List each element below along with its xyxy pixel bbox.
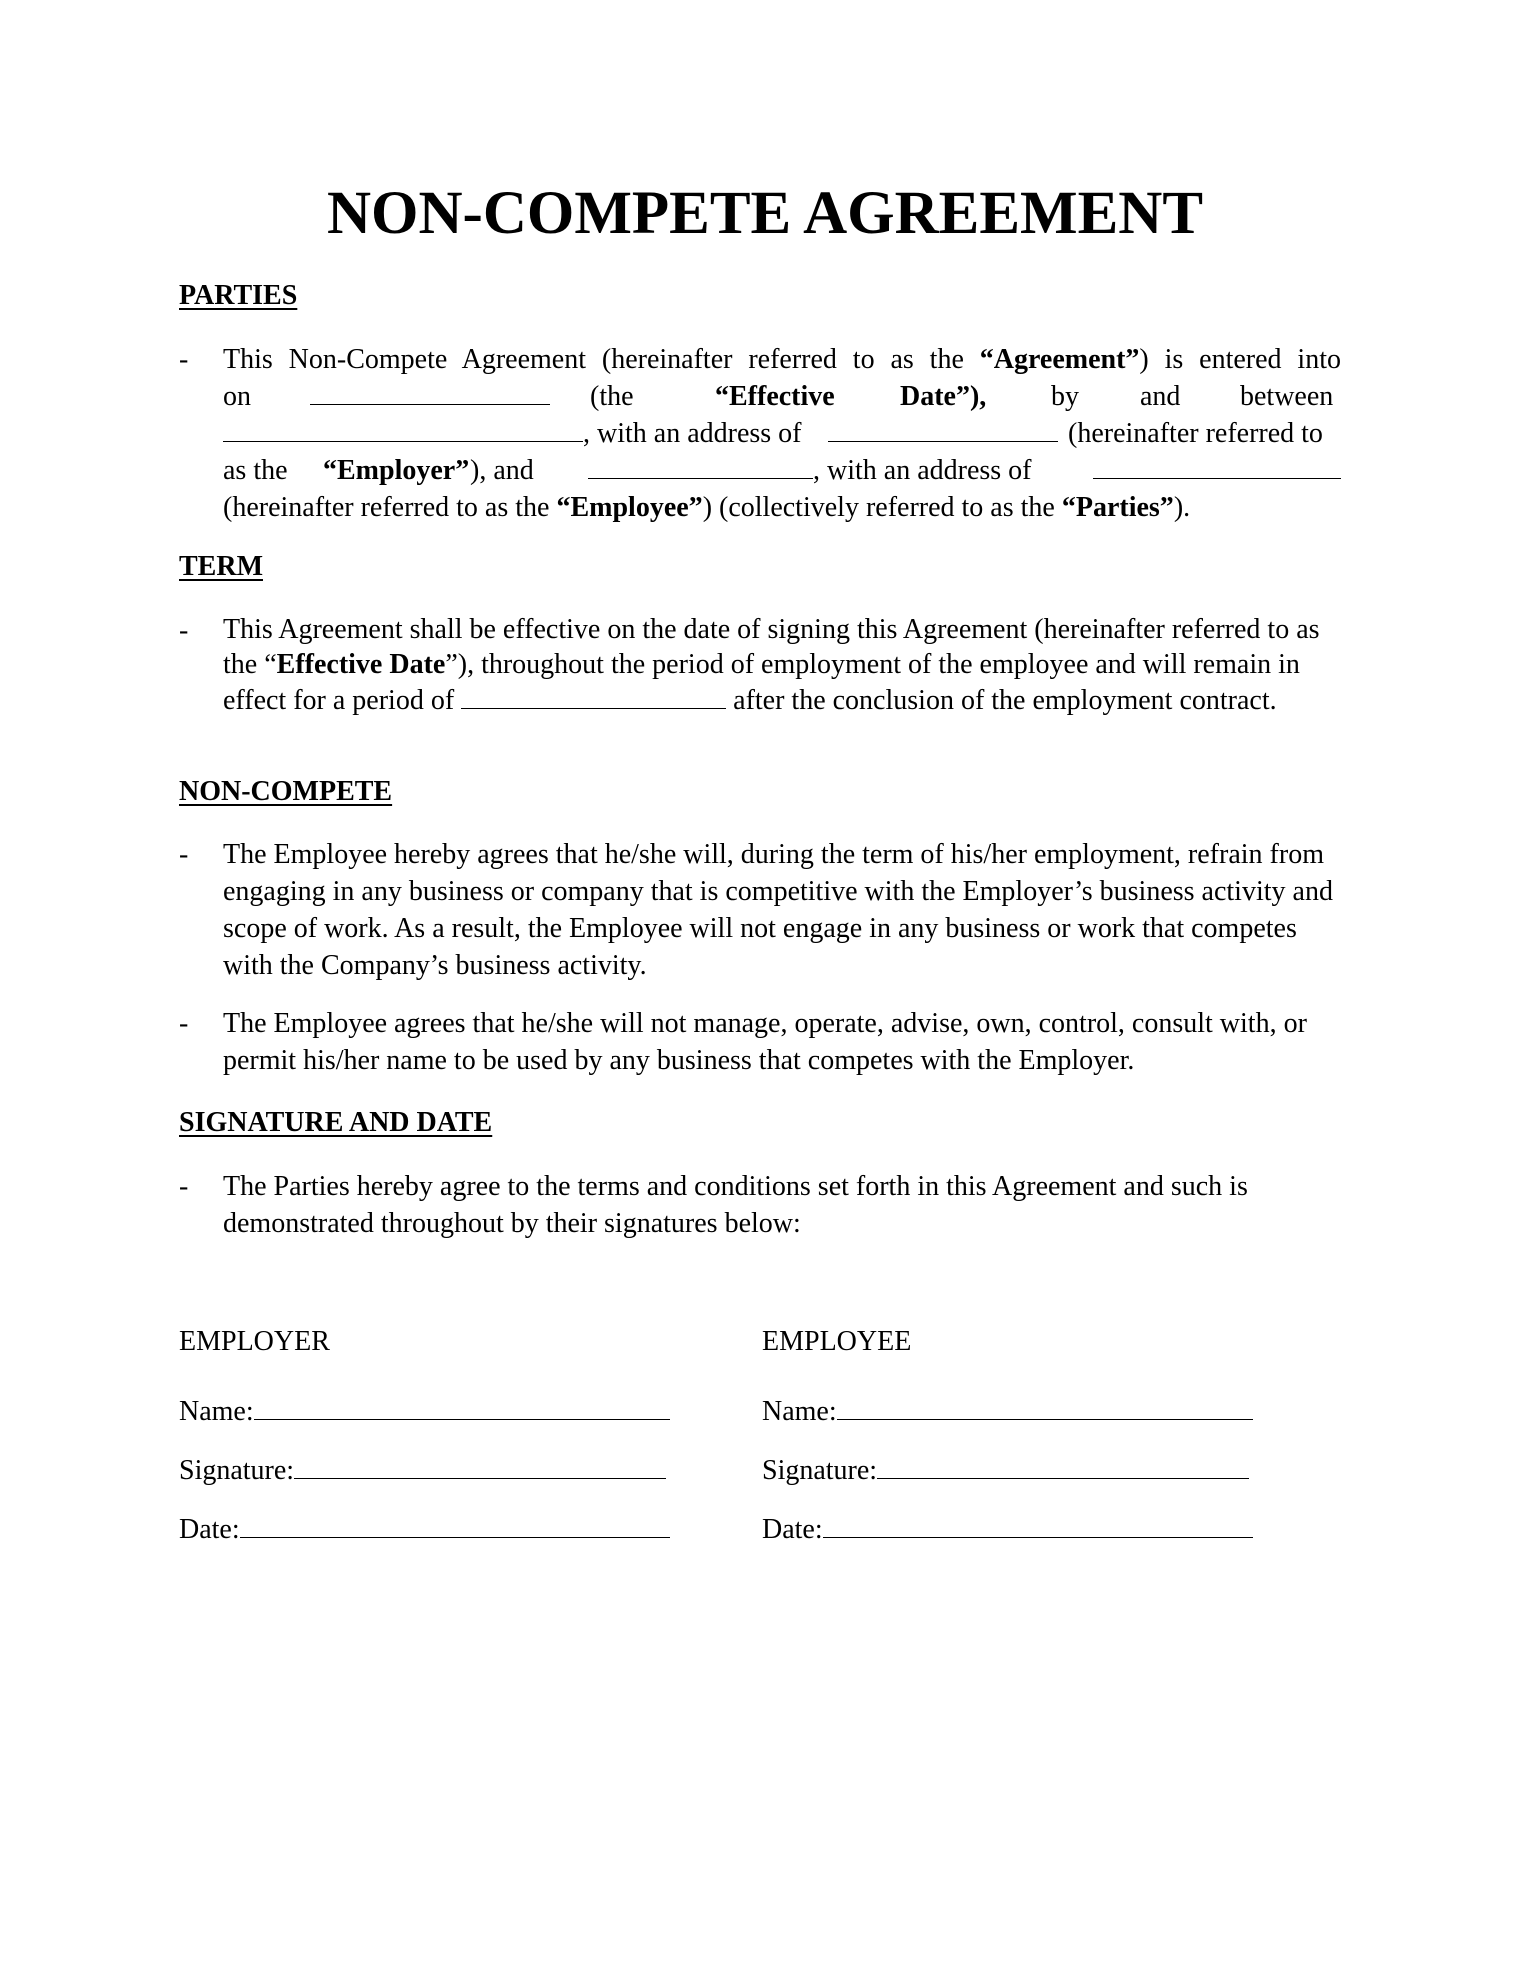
employer-signature-line[interactable] [294,1450,666,1479]
employee-date-row: Date: [762,1509,1253,1547]
bullet-dash: - [179,839,189,870]
parties-line-2: on (the “Effective Date”), by and between [223,378,1341,415]
signature-paragraph: The Parties hereby agree to the terms and conditions set forth in this Agreement and such is demonstrated throughout by their signatures below: [223,1171,1248,1239]
employee-name-row: Name: [762,1391,1253,1429]
section-heading-non-compete: NON-COMPETE [179,776,393,807]
parties-line-4: as the “Employer” ), and , with an address of [223,452,1341,489]
employee-name-blank[interactable] [588,452,813,479]
employer-name-row: Name: [179,1391,670,1429]
employer-date-row: Date: [179,1509,670,1547]
non-compete-paragraph-1: The Employee hereby agrees that he/she will, during the term of his/her employment, refrain from engaging in any business or company that is competitive with the Employer’s business activity and scope of work. As a result, the Employee will not engage in any business or work that competes with the Company’s business activity. [223,839,1333,981]
employer-signature-row: Signature: [179,1450,666,1488]
employee-address-blank[interactable] [1093,452,1341,479]
parties-line-3: , with an address of (hereinafter referred to [223,415,1341,452]
effective-date-blank[interactable] [310,378,550,405]
employer-name-line[interactable] [254,1391,670,1420]
employee-signature-row: Signature: [762,1450,1249,1488]
section-heading-term: TERM [179,551,263,582]
bullet-dash: - [179,1171,189,1202]
employee-date-line[interactable] [823,1509,1253,1538]
employer-label: EMPLOYER [179,1326,330,1357]
employer-name-blank[interactable] [223,415,583,442]
document-title: NON-COMPETE AGREEMENT [326,180,1204,247]
term-period-blank[interactable] [461,682,726,709]
employer-address-blank[interactable] [828,415,1058,442]
employee-label: EMPLOYEE [762,1326,912,1357]
employer-date-line[interactable] [240,1509,670,1538]
section-heading-signature: SIGNATURE AND DATE [179,1107,493,1138]
employee-name-line[interactable] [837,1391,1253,1420]
employee-signature-line[interactable] [877,1450,1249,1479]
non-compete-paragraph-2: The Employee agrees that he/she will not manage, operate, advise, own, control, consult with, or permit his/her name to be used by any business that competes with the Employer. [223,1008,1307,1076]
bullet-dash: - [179,344,189,375]
bullet-dash: - [179,1008,189,1039]
bullet-dash: - [179,615,189,646]
parties-line-5: (hereinafter referred to as the “Employee”) (collectively referred to as the “Parties”). [223,492,1191,523]
parties-line-1: This Non-Compete Agreement (hereinafter referred to as the “Agreement”) is entered into [223,344,1341,375]
term-paragraph: This Agreement shall be effective on the date of signing this Agreement (hereinafter referred to as the “Effective Date”), throughout the period of employment of the employee and will remain in effect for a period of after the conclusion of the employment contract. [223,614,1320,716]
section-heading-parties: PARTIES [179,280,298,311]
